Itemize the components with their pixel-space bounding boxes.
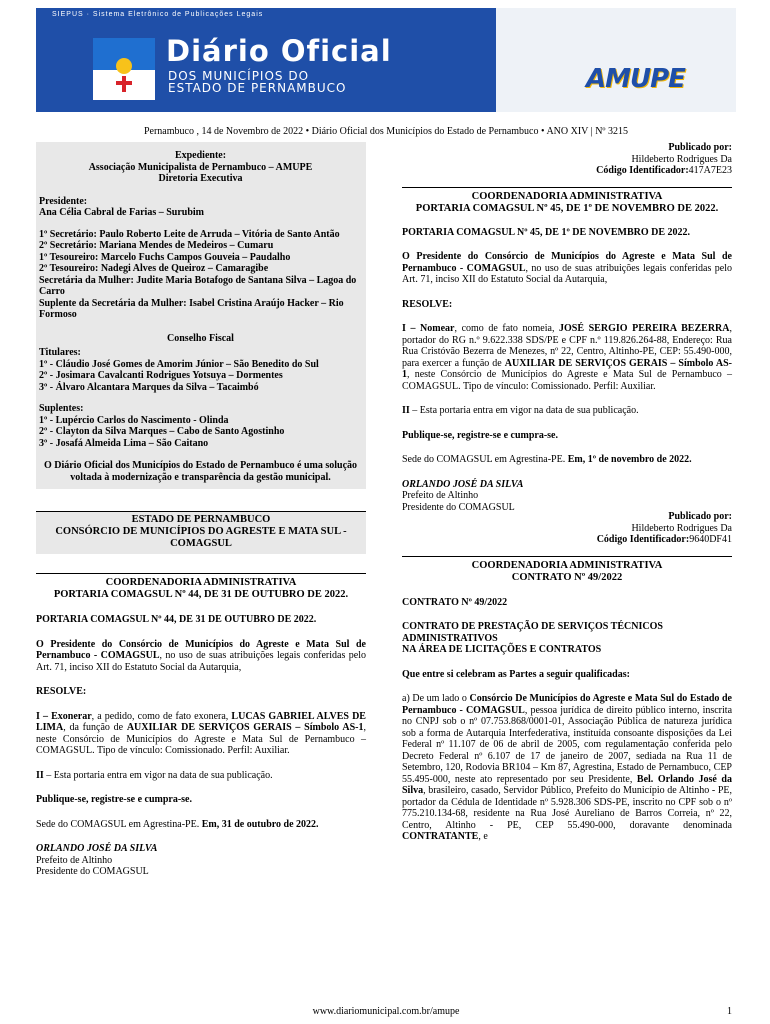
footer-url[interactable]: www.diariomunicipal.com.br/amupe: [312, 1006, 460, 1017]
suplente-item: 1º - Lupércio Carlos do Nascimento - Olinda: [39, 414, 229, 426]
portaria-44-head2: PORTARIA COMAGSUL Nº 44, DE 31 DE OUTUBRO DE 2022.: [53, 589, 349, 600]
suplentes-label: Suplentes:: [39, 403, 84, 414]
board-member: Suplente da Secretária da Mulher: Isabel Cristina Araújo Hacker – Rio Formoso: [39, 297, 344, 320]
banner-tagline: SIEPUS · Sistema Eletrônico de Publicações Legais: [52, 11, 264, 18]
board-member: 1º Tesoureiro: Marcelo Fuchs Campos Gouveia – Paudalho: [39, 251, 291, 263]
president-label: Presidente:: [39, 195, 88, 207]
banner-title: Diário Oficial: [166, 34, 392, 68]
board-members-list: [39, 229, 362, 321]
contrato-parties: Que entre si celebram as Partes a seguir qualificadas:: [402, 668, 630, 680]
section-box-line1: ESTADO DE PERNAMBUCO: [131, 514, 271, 525]
contrato-clause-a: a) De um lado o Consórcio De Municípios do Agreste e Mata Sul do Estado de Pernambuco - COMAGSUL, pessoa jurídica de direito público interno, inscrita no CNPJ sob o nº 07.753.868/0001-01, Associação Pública de natureza jurídica sob a forma de Autarquia Interfederativa, instituída consoante disposições da Lei Federal nº 11.107 de 06 de abril de 2005, com regulamentação conferida pelo Decreto Federal nº 6.107 de 17 de janeiro de 2007, sediada na Rua 11 de Setembro, 120, Rodovia BR104 – Km 87, Agrestina, Estado de Pernambuco, CEP 55.495-000, neste ato representado por seu Presidente, Bel. Orlando José da Silva, brasileiro, casado, Servidor Público, Prefeito do Município de Altinho - PE, portador da Cédula de Identidade nº 5.928.306 SDS-PE, inscrito no CPF sob o nº 775.210.134-68, residente na Rua José Aureliano de Barros Correia, nº 22, Centro, Altinho - PE, CEP 55.490-000, doravante denominada CONTRATANTE, e: [402, 693, 733, 842]
portaria-45-article-ii: II – Esta portaria entra em vigor na data de sua publicação.: [402, 405, 639, 416]
right-column: [402, 142, 732, 843]
portaria-45-intro: O Presidente do Consórcio de Municípios do Agreste e Mata Sul de Pernambuco - COMAGSUL, no uso de suas atribuições legais conferidas pelo Art. 71, inciso XII do Estatuto Social da Autarquia,: [402, 251, 732, 285]
signer-role: Prefeito de Altinho: [402, 490, 479, 501]
titular-item: 1º - Cláudio José Gomes de Amorim Júnior – São Benedito do Sul: [39, 358, 319, 370]
portaria-44-article-i: I – Exonerar, a pedido, como de fato exonera, LUCAS GABRIEL ALVES DE LIMA, da função de AUXILIAR DE SERVIÇOS GERAIS – Símbolo AS-1, neste Consórcio de Municípios do Agreste e Mata Sul de Pernambuco – COMAGSUL. Tipo de vínculo: Comissionado. Perfil: Auxiliar.: [36, 710, 366, 756]
contrato-heading: COORDENADORIA ADMINISTRATIVA CONTRATO Nº 49/2022: [471, 559, 663, 583]
expediente-org: Associação Municipalista de Pernambuco – AMUPE: [88, 161, 313, 173]
publisher-block-1: Publicado por: Hildeberto Rodrigues Da Código Identificador:417A7E23: [596, 142, 732, 176]
portaria-44-publique: Publique-se, registre-se e cumpra-se.: [36, 794, 192, 805]
portaria-45-title: PORTARIA COMAGSUL Nº 45, DE 1º DE NOVEMBRO DE 2022.: [402, 226, 691, 238]
contrato-object: CONTRATO DE PRESTAÇÃO DE SERVIÇOS TÉCNICOS ADMINISTRATIVOS NA ÁREA DE LICITAÇÕES E CONTRATOS: [402, 621, 663, 655]
portaria-45-signature: [402, 479, 732, 514]
council-title: Conselho Fiscal: [167, 332, 234, 344]
portaria-44-sede: Sede do COMAGSUL em Agrestina-PE. Em, 31 de outubro de 2022.: [36, 818, 319, 830]
portaria-44-intro: O Presidente do Consórcio de Municípios do Agreste e Mata Sul de Pernambuco - COMAGSUL, no uso de suas atribuições legais conferidas pelo Art. 71, inciso XII do Estatuto Social da Autarquia,: [36, 638, 366, 673]
banner-subtitle: DOS MUNICÍPIOS DO ESTADO DE PERNAMBUCO: [168, 69, 347, 95]
masthead-banner: [36, 8, 736, 112]
suplente-item: 3º - Josafá Almeida Lima – São Caitano: [39, 437, 209, 449]
contrato-number: CONTRATO Nº 49/2022: [402, 596, 508, 608]
section-box-line2: CONSÓRCIO DE MUNICÍPIOS DO AGRESTE E MATA SUL - COMAGSUL: [55, 526, 347, 549]
portaria-44-article-ii: II – Esta portaria entra em vigor na data de sua publicação.: [36, 769, 273, 781]
portaria-44-head1: COORDENADORIA ADMINISTRATIVA: [105, 577, 297, 588]
titulares-label: Titulares:: [39, 347, 81, 358]
titular-item: 2º - Josimara Cavalcanti Rodrigues Yotsuya – Dormentes: [39, 370, 283, 381]
board-member: 2º Tesoureiro: Nadegi Alves de Queiroz – Camaragibe: [39, 263, 269, 274]
portaria-44-heading: [36, 577, 366, 601]
suplente-item: 2º - Clayton da Silva Marques – Cabo de Santo Agostinho: [39, 426, 285, 437]
portaria-45-publique: Publique-se, registre-se e cumpra-se.: [402, 429, 558, 441]
signer-role: Prefeito de Altinho: [36, 854, 113, 866]
board-member: 1º Secretário: Paulo Roberto Leite de Arruda – Vitória de Santo Antão: [39, 228, 340, 240]
portaria-44-resolve: RESOLVE:: [36, 686, 87, 697]
portaria-45-article-i: I – Nomear, como de fato nomeia, JOSÉ SERGIO PEREIRA BEZERRA, portador do RG n.º 9.622.338 SDS/PE e CPF n.º 119.826.264-88, Endereço: Rua Rua Cristóvão Bezerra de Menezes, nº 22, Centro, Altinho-PE, CEP: 55.490-000, para exercer a função de AUXILIAR DE SERVIÇOS GERAIS – Símbolo AS-1, neste Consórcio de Municípios do Agreste e Mata Sul de Pernambuco – COMAGSUL. Tipo de vínculo: Comissionado. Perfil: Auxiliar.: [402, 323, 732, 392]
issue-header-line: Pernambuco , 14 de Novembro de 2022 • Diário Oficial dos Municípios do Estado de Pernambuco • ANO XIV | Nº 3215: [143, 126, 629, 137]
board-member: Secretária da Mulher: Judite Maria Botafogo de Santana Silva – Lagoa do Carro: [39, 274, 357, 297]
signer-name: ORLANDO JOSÉ DA SILVA: [36, 843, 158, 854]
expediente-title: Expediente:: [174, 150, 227, 161]
expediente-board: Diretoria Executiva: [158, 173, 243, 184]
signer-role: Presidente do COMAGSUL: [402, 501, 515, 513]
portaria-44-signature: [36, 843, 366, 878]
signer-role: Presidente do COMAGSUL: [36, 866, 149, 877]
banner-logo-area: [496, 8, 736, 112]
portaria-44-title: PORTARIA COMAGSUL Nº 44, DE 31 DE OUTUBRO DE 2022.: [36, 614, 317, 625]
page-number: 1: [727, 1006, 732, 1017]
expediente-box: [36, 142, 366, 489]
pernambuco-flag-icon: [93, 38, 155, 100]
amupe-logo: AMUPE: [586, 64, 685, 94]
signer-name: ORLANDO JOSÉ DA SILVA: [402, 478, 524, 490]
section-box-comagsul: [36, 511, 366, 554]
publisher-block-2: Publicado por: Hildeberto Rodrigues Da Código Identificador:9640DF41: [596, 511, 732, 545]
left-column: [36, 142, 366, 878]
portaria-45-resolve: RESOLVE:: [402, 298, 453, 310]
board-member: 2º Secretário: Mariana Mendes de Medeiros – Cumaru: [39, 240, 274, 251]
diario-motto: O Diário Oficial dos Municípios do Estado de Pernambuco é uma solução voltada à modernização e transparência da gestão municipal.: [43, 460, 358, 483]
portaria-45-heading: COORDENADORIA ADMINISTRATIVA PORTARIA COMAGSUL Nº 45, DE 1º DE NOVEMBRO DE 2022.: [415, 190, 719, 214]
titular-item: 3º - Álvaro Alcantara Marques da Silva – Tacaimbó: [39, 381, 259, 393]
portaria-45-sede: Sede do COMAGSUL em Agrestina-PE. Em, 1º de novembro de 2022.: [402, 454, 692, 465]
president-name: Ana Célia Cabral de Farias – Surubim: [39, 207, 205, 218]
